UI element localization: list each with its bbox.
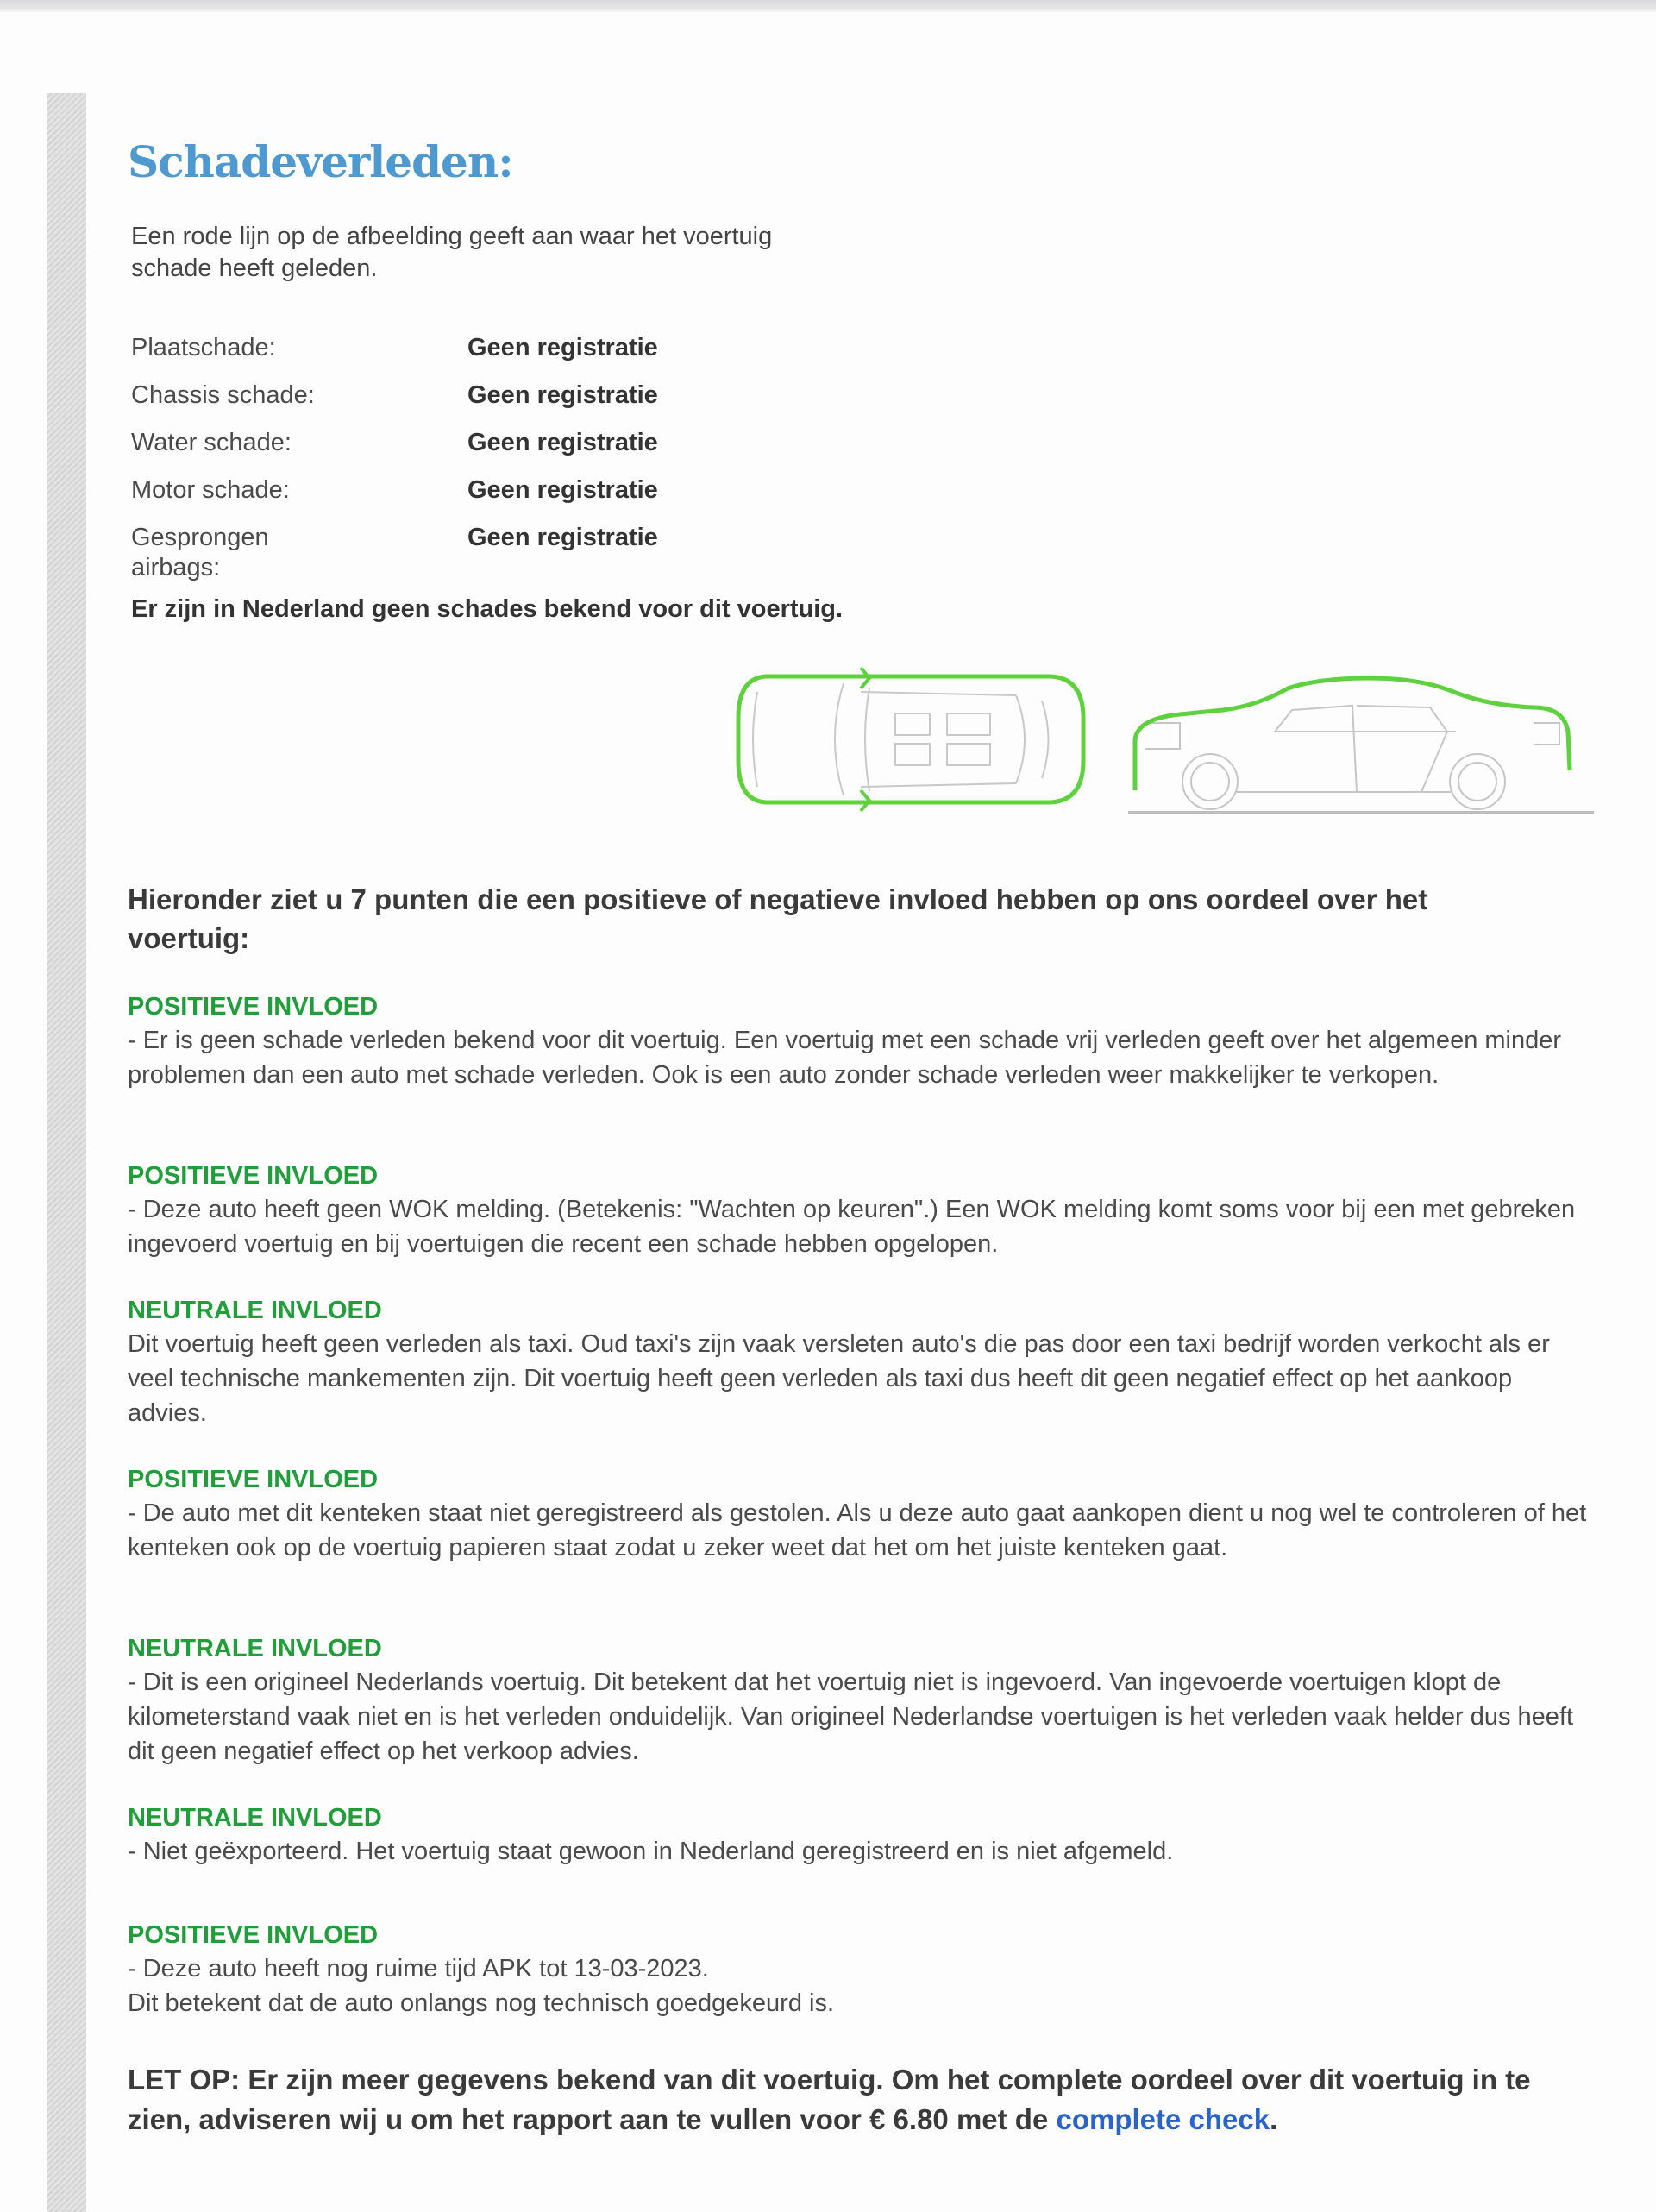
influence-text: - De auto met dit kenteken staat niet geregistreerd als gestolen. Als u deze auto gaat aankopen dient u nog wel te controleren of het kenteken ook op de voertuig papieren staat zodat u zeker weet dat het om het juiste kenteken gaat. bbox=[128, 1499, 1587, 1562]
damage-summary: Er zijn in Nederland geen schades bekend voor dit voertuig. bbox=[131, 595, 844, 623]
influence-point bbox=[128, 1159, 1594, 1261]
car-top-view-icon bbox=[731, 666, 1094, 813]
car-side-view-icon bbox=[1128, 671, 1594, 820]
influence-tag: POSITIEVE INVLOED bbox=[128, 1466, 379, 1493]
influence-text: - Niet geëxporteerd. Het voertuig staat gewoon in Nederland geregistreerd en is niet afgemeld. bbox=[128, 1838, 1174, 1865]
damage-label: Motor schade: bbox=[131, 476, 290, 504]
influence-point bbox=[128, 1801, 1594, 1869]
damage-label: Plaatschade: bbox=[131, 334, 276, 361]
damage-row bbox=[131, 475, 907, 523]
influence-text: - Er is geen schade verleden bekend voor dit voertuig. Een voertuig met een schade vrij verleden geeft over het algemeen minder problemen dan een auto met schade verleden. Ook is een auto zonder schade verleden weer makkelijker te verkopen. bbox=[128, 1027, 1562, 1089]
damage-label: Gesprongen airbags: bbox=[131, 524, 269, 581]
upgrade-note-suffix: . bbox=[1270, 2103, 1278, 2135]
page-side-strip bbox=[47, 93, 86, 2212]
damage-value: Geen registratie bbox=[467, 381, 658, 409]
damage-row bbox=[131, 523, 907, 583]
influence-tag: NEUTRALE INVLOED bbox=[128, 1804, 382, 1832]
complete-check-link[interactable]: complete check bbox=[1056, 2103, 1270, 2135]
damage-row bbox=[131, 380, 907, 428]
damage-label: Water schade: bbox=[131, 429, 292, 456]
influence-text: Dit voertuig heeft geen verleden als taxi. Oud taxi's zijn vaak versleten auto's die pas door een taxi bedrijf worden verkocht als er veel technische mankementen zijn. Dit voertuig heeft geen verleden als taxi dus heeft dit geen negatief effect op het aankoop advies. bbox=[128, 1330, 1550, 1427]
browser-top-bar bbox=[0, 0, 1656, 12]
upgrade-note bbox=[128, 2060, 1594, 2140]
influence-text: - Dit is een origineel Nederlands voertuig. Dit betekent dat het voertuig niet is ingevoerd. Van ingevoerde voertuigen klopt de kilometerstand vaak niet en is het verleden onduidelijk. Van origineel Nederlandse voertuigen is het verleden vaak helder dus heeft dit geen negatief effect op het verkoop advies. bbox=[128, 1668, 1574, 1765]
influence-point bbox=[128, 1294, 1594, 1430]
influence-tag: NEUTRALE INVLOED bbox=[128, 1297, 382, 1324]
section-intro: Een rode lijn op de afbeelding geeft aan waar het voertuig schade heeft geleden. bbox=[131, 223, 773, 282]
damage-value: Geen registratie bbox=[467, 476, 658, 504]
influence-tag: POSITIEVE INVLOED bbox=[128, 1921, 379, 1949]
influence-text: - Deze auto heeft nog ruime tijd APK tot 13-03-2023. bbox=[128, 1955, 709, 1983]
car-top-outline bbox=[738, 676, 1083, 802]
damage-value: Geen registratie bbox=[467, 429, 658, 456]
upgrade-note-text: LET OP: Er zijn meer gegevens bekend van dit voertuig. Om het complete oordeel over dit voertuig in te zien, adviseren wij u om het rapport aan te vullen voor € 6.80 met de bbox=[128, 2064, 1531, 2135]
influence-tag: POSITIEVE INVLOED bbox=[128, 993, 379, 1021]
damage-label: Chassis schade: bbox=[131, 381, 315, 409]
influence-tag: NEUTRALE INVLOED bbox=[128, 1635, 382, 1662]
influence-text: Dit betekent dat de auto onlangs nog technisch goedgekeurd is. bbox=[128, 1989, 835, 2017]
influence-tag: POSITIEVE INVLOED bbox=[128, 1162, 379, 1190]
damage-row bbox=[131, 333, 907, 380]
influence-point bbox=[128, 990, 1594, 1092]
damage-value: Geen registratie bbox=[467, 524, 658, 551]
damage-value: Geen registratie bbox=[467, 334, 658, 361]
influence-point bbox=[128, 1463, 1594, 1565]
damage-row bbox=[131, 428, 907, 475]
section-title: Schadeverleden: bbox=[128, 136, 513, 187]
influence-text: - Deze auto heeft geen WOK melding. (Betekenis: "Wachten op keuren".) Een WOK melding komt soms voor bij een met gebreken ingevoerd voertuig en bij voertuigen die recent een schade hebben opgelopen. bbox=[128, 1196, 1576, 1258]
damage-table bbox=[131, 333, 907, 583]
points-intro: Hieronder ziet u 7 punten die een positieve of negatieve invloed hebben op ons oordeel over het voertuig: bbox=[128, 883, 1428, 954]
influence-point bbox=[128, 1632, 1594, 1769]
influence-point bbox=[128, 1919, 1594, 2020]
